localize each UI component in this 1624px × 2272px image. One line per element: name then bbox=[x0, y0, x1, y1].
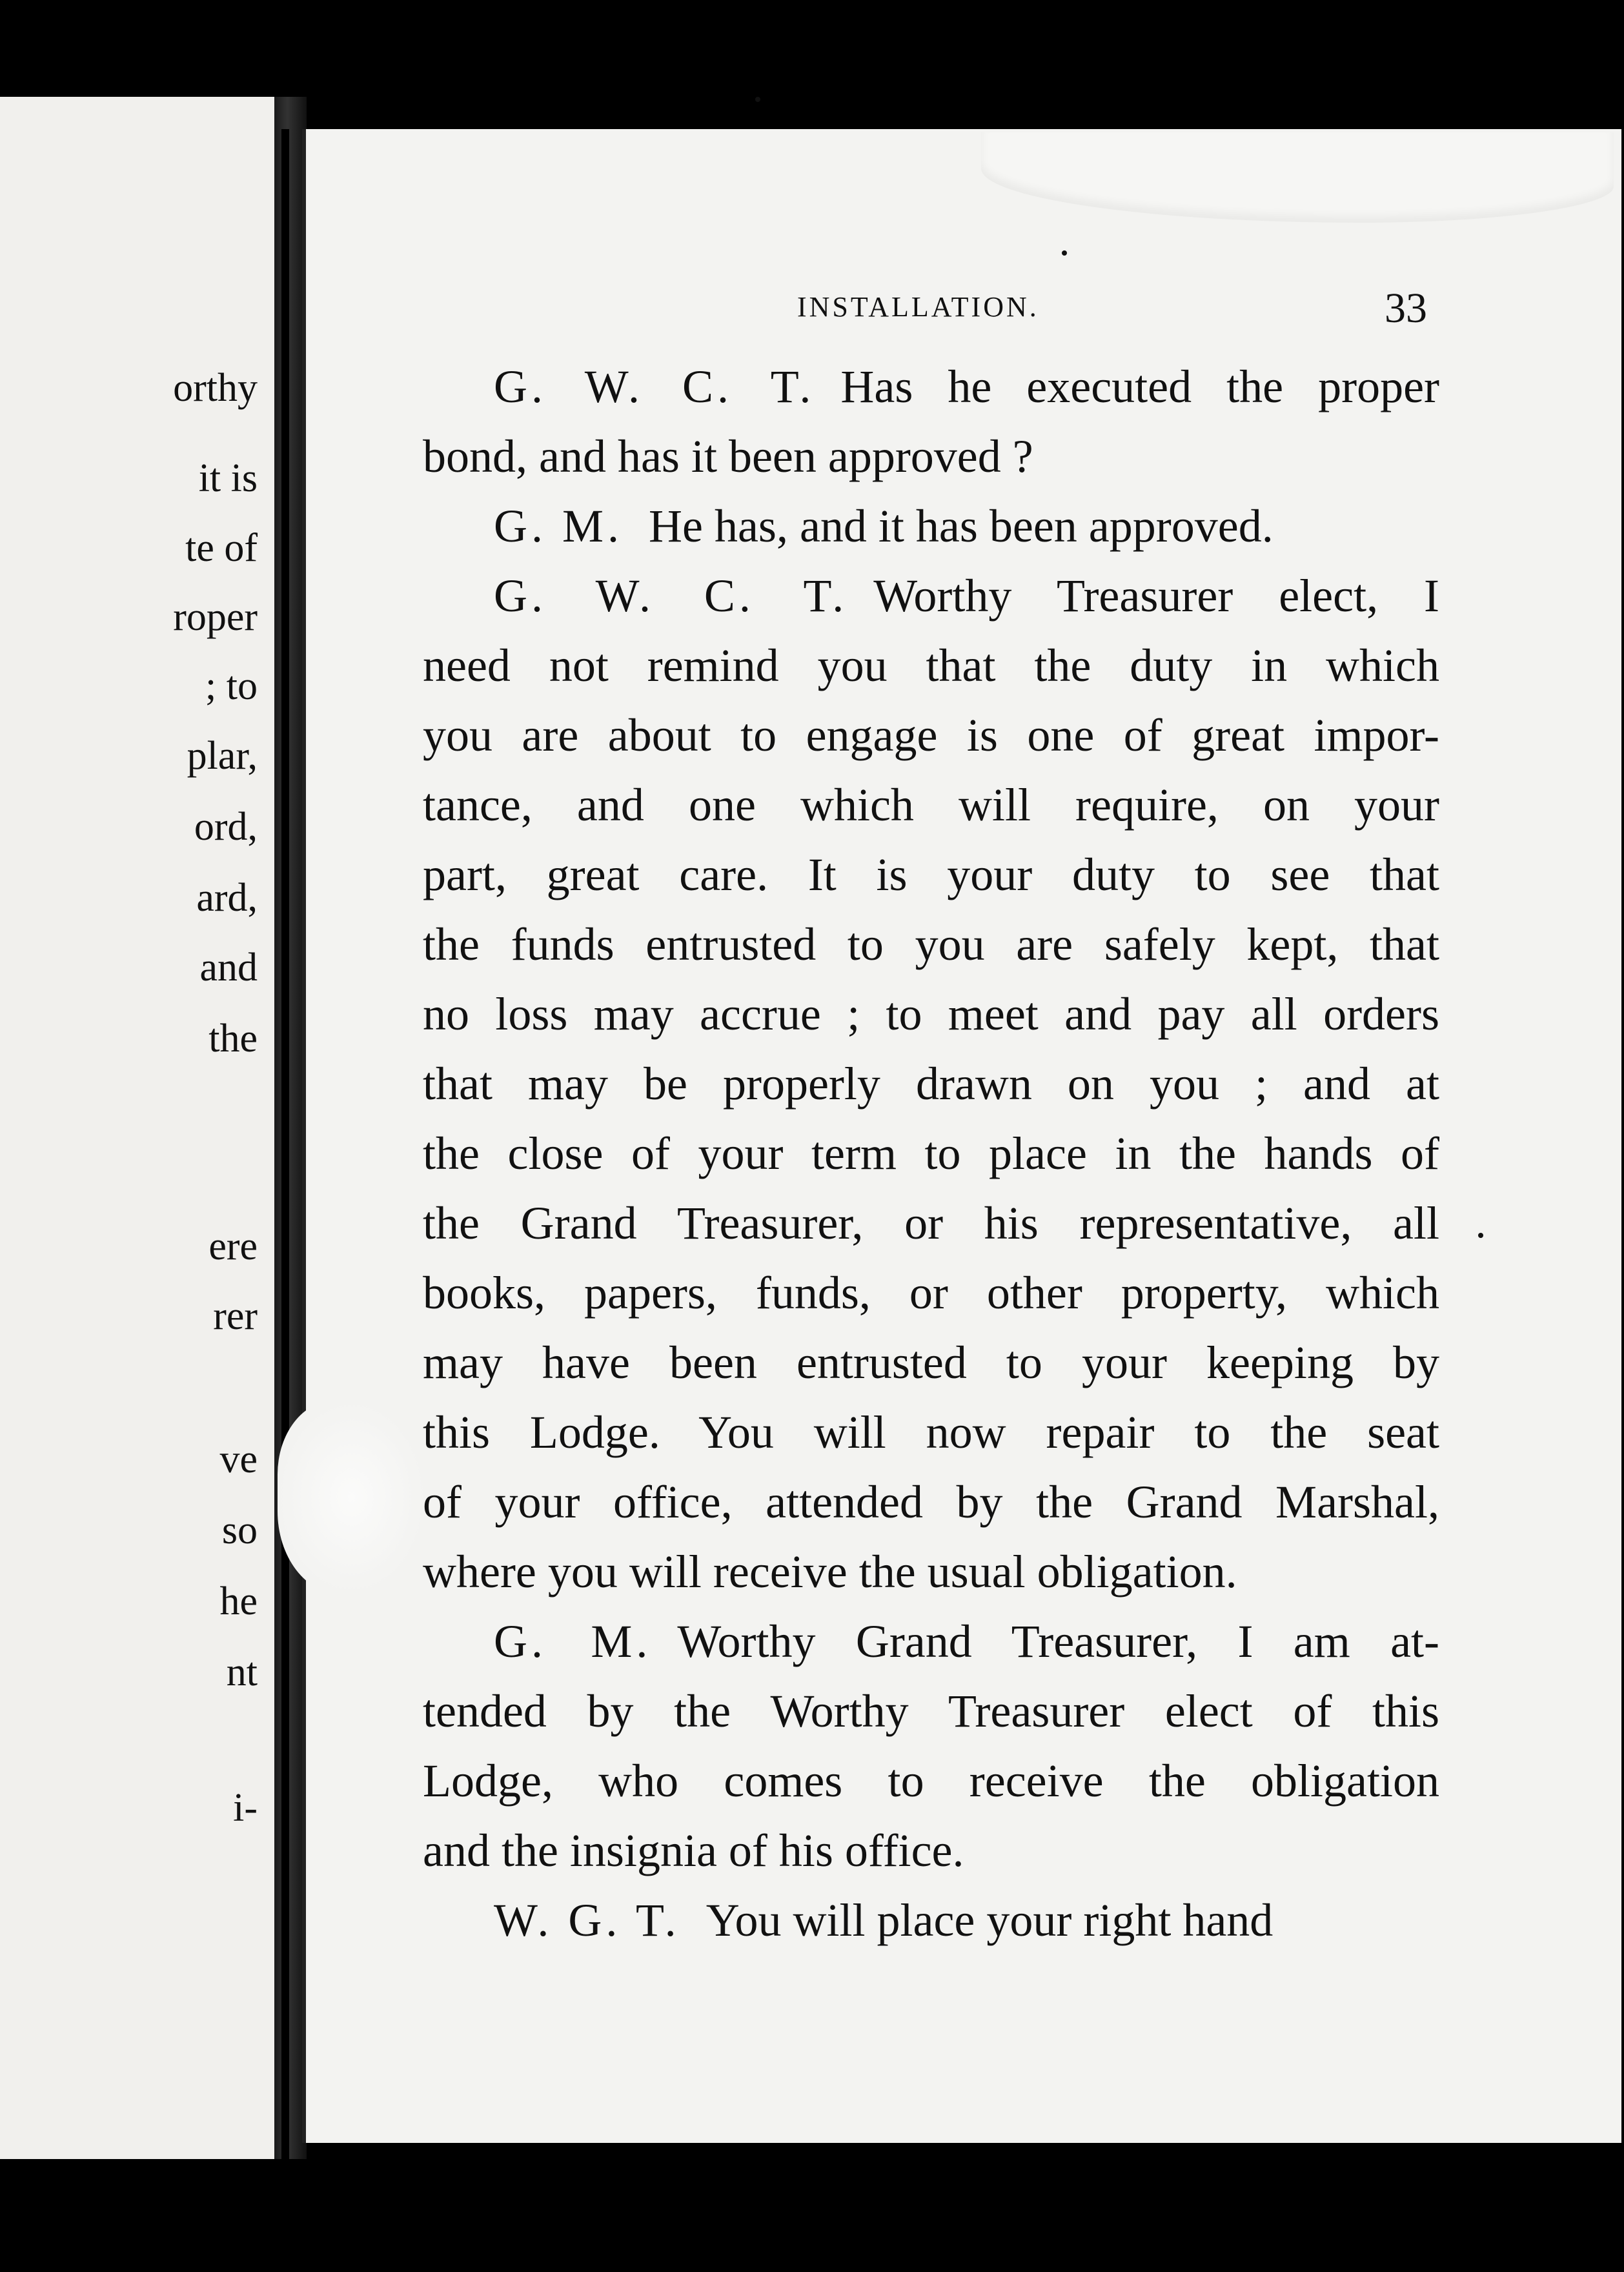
line-text: tance, and one which will require, on your bbox=[423, 779, 1439, 831]
left-fragment: roper bbox=[173, 595, 258, 639]
line-text: Worthy Grand Treasurer, I am at- bbox=[677, 1616, 1440, 1667]
ink-speck bbox=[1062, 250, 1067, 256]
left-fragment: orthy bbox=[173, 366, 258, 410]
text-line bbox=[423, 1258, 1439, 1328]
line-text: part, great care. It is your duty to see that bbox=[423, 849, 1439, 900]
left-fragment: nt bbox=[226, 1650, 258, 1694]
left-fragment: so bbox=[221, 1508, 258, 1552]
left-fragment: ve bbox=[219, 1437, 258, 1481]
text-line bbox=[423, 421, 1439, 491]
page-number: 33 bbox=[1385, 285, 1427, 332]
ink-speck bbox=[1478, 1233, 1483, 1238]
line-text: books, papers, funds, or other property, which bbox=[423, 1267, 1439, 1319]
text-line bbox=[423, 1328, 1439, 1397]
scan-border bbox=[0, 2159, 1624, 2272]
speaker-abbrev: G. W. C. T. bbox=[494, 570, 848, 622]
text-line bbox=[423, 1885, 1439, 1955]
left-fragment: rer bbox=[213, 1294, 258, 1338]
line-text: He has, and it has been approved. bbox=[649, 500, 1274, 552]
text-line bbox=[423, 1119, 1439, 1188]
text-line bbox=[423, 1816, 1439, 1885]
text-line bbox=[423, 770, 1439, 840]
ink-speck bbox=[755, 97, 760, 102]
line-text: bond, and has it been approved ? bbox=[423, 431, 1033, 482]
text-line bbox=[423, 1049, 1439, 1119]
line-text: this Lodge. You will now repair to the seat bbox=[423, 1406, 1439, 1458]
line-text: Has he executed the proper bbox=[840, 361, 1439, 412]
text-line bbox=[423, 909, 1439, 979]
left-fragment: and bbox=[199, 946, 258, 989]
text-line bbox=[423, 1537, 1439, 1607]
text-line bbox=[423, 700, 1439, 770]
line-text: and the insignia of his office. bbox=[423, 1825, 964, 1876]
text-line bbox=[423, 1397, 1439, 1467]
text-line bbox=[423, 631, 1439, 700]
left-fragment: the bbox=[208, 1017, 258, 1060]
text-line bbox=[423, 1188, 1439, 1258]
line-text: the close of your term to place in the hands of bbox=[423, 1128, 1439, 1179]
left-fragment: ord, bbox=[194, 805, 258, 849]
left-fragment: te of bbox=[185, 526, 258, 570]
text-line bbox=[423, 979, 1439, 1049]
text-line bbox=[423, 1746, 1439, 1816]
line-text: may have been entrusted to your keeping by bbox=[423, 1337, 1439, 1388]
line-text: the funds entrusted to you are safely kept, that bbox=[423, 918, 1439, 970]
text-line bbox=[423, 1467, 1439, 1537]
left-fragment: he bbox=[219, 1579, 258, 1623]
left-fragment: ; to bbox=[205, 664, 258, 708]
text-line bbox=[423, 1676, 1439, 1746]
speaker-abbrev: G. W. C. T. bbox=[494, 361, 815, 412]
text-line bbox=[423, 561, 1439, 631]
left-page bbox=[0, 97, 274, 2162]
left-fragment: ere bbox=[208, 1224, 258, 1268]
left-fragment: i- bbox=[233, 1786, 258, 1830]
line-text: You will place your right hand bbox=[705, 1894, 1274, 1946]
line-text: that may be properly drawn on you ; and at bbox=[423, 1058, 1439, 1110]
line-text: of your office, attended by the Grand Marshal, bbox=[423, 1476, 1439, 1528]
text-line bbox=[423, 491, 1439, 561]
left-fragment: ard, bbox=[196, 876, 258, 920]
left-fragment: plar, bbox=[187, 734, 258, 778]
speaker-abbrev: G. M. bbox=[494, 1616, 652, 1667]
text-line bbox=[423, 352, 1439, 421]
line-text: no loss may accrue ; to meet and pay all orders bbox=[423, 988, 1439, 1040]
line-text: need not remind you that the duty in which bbox=[423, 640, 1439, 691]
line-text: the Grand Treasurer, or his representative, all bbox=[423, 1197, 1439, 1249]
line-text: you are about to engage is one of great impor- bbox=[423, 709, 1439, 761]
line-text: Lodge, who comes to receive the obligation bbox=[423, 1755, 1439, 1807]
text-line bbox=[423, 1607, 1439, 1676]
line-text: Worthy Treasurer elect, I bbox=[873, 570, 1439, 622]
speaker-abbrev: G. M. bbox=[494, 500, 624, 552]
line-text: where you will receive the usual obligation. bbox=[423, 1546, 1237, 1598]
running-head: INSTALLATION. bbox=[797, 291, 1039, 323]
speaker-abbrev: W. G. T. bbox=[494, 1894, 680, 1946]
page-edge-line bbox=[281, 129, 289, 2214]
line-text: tended by the Worthy Treasurer elect of this bbox=[423, 1685, 1439, 1737]
text-line bbox=[423, 840, 1439, 909]
left-fragment: it is bbox=[198, 456, 258, 500]
body-text bbox=[423, 352, 1439, 1955]
